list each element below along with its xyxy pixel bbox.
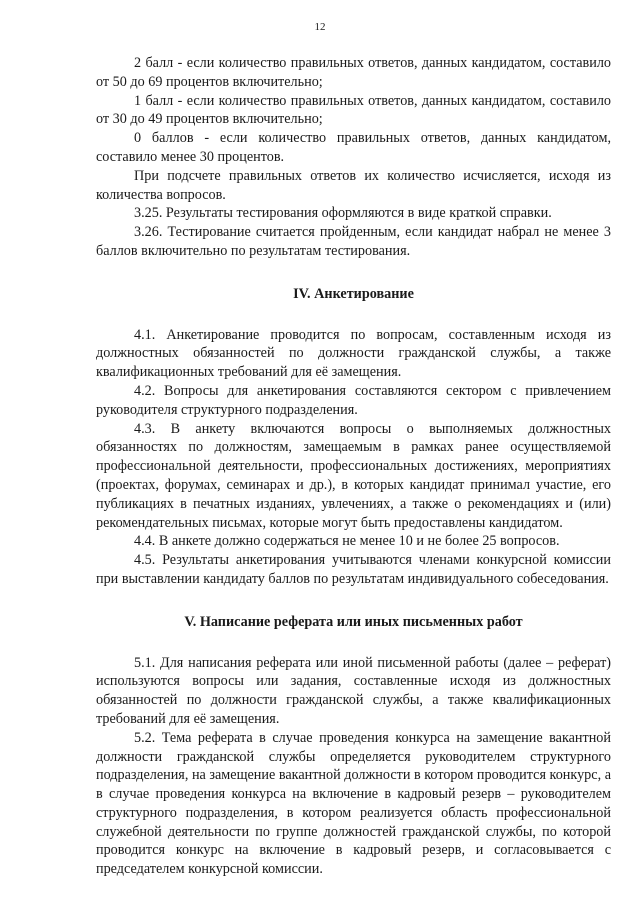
section-heading-survey: IV. Анкетирование <box>293 285 414 302</box>
paragraph-5-1: 5.1. Для написания реферата или иной письменной работы (далее – реферат) используются вопросы или задания, составленные исходя из должностных обязанностей по должности гражданской службы, а также квалификационных требований для её замещения. <box>96 654 611 727</box>
paragraph-score-1: 1 балл - если количество правильных ответов, данных кандидатом, составило от 30 до 49 процентов включительно; <box>96 92 611 128</box>
paragraph-4-4: 4.4. В анкете должно содержаться не менее 10 и не более 25 вопросов. <box>134 533 560 550</box>
paragraph-4-1: 4.1. Анкетирование проводится по вопросам, составленным исходя из должностных обязанностей по должности гражданской службы, а также квалификационных требований для её замещения. <box>96 326 611 381</box>
paragraph-5-2: 5.2. Тема реферата в случае проведения конкурса на замещение вакантной должности гражданской службы определяется руководителем структурного подразделения, на замещение вакантной должности в котором проводится конкурс, а в случае проведения конкурса на включение в кадровый резерв – руководителем структурного подразделения, в котором реализуется область профессиональной служебной деятельности по группе должностей гражданской службы, по которой проводится конкурс на включение в кадровый резерв, и согласовывается с председателем конкурсной комиссии. <box>96 729 611 878</box>
document-body <box>96 54 611 879</box>
paragraph-score-0: 0 баллов - если количество правильных ответов, данных кандидатом, составило менее 30 процентов. <box>96 130 611 165</box>
paragraph-counting-rule: При подсчете правильных ответов их количество исчисляется, исходя из количества вопросов. <box>96 167 611 203</box>
paragraph-4-5: 4.5. Результаты анкетирования учитываются членами конкурсной комиссии при выставлении кандидату баллов по результатам индивидуального собеседования. <box>96 552 611 587</box>
paragraph-4-2: 4.2. Вопросы для анкетирования составляются сектором с привлечением руководителя структурного подразделения. <box>96 382 611 418</box>
paragraph-score-2: 2 балл - если количество правильных ответов, данных кандидатом, составило от 50 до 69 процентов включительно; <box>96 55 611 90</box>
paragraph-4-3: 4.3. В анкету включаются вопросы о выполняемых должностных обязанностях по должностям, замещаемым в рамках ранее осуществляемой профессиональной деятельности, профессиональных достижениях, мероприятиях (проектах, форумах, семинарах и др.), в которых кандидат принимал участие, его публикациях в печатных изданиях, увлечениях, а также о рекомендациях и (или) рекомендательных письмах, которые могут быть предоставлены кандидатом. <box>96 420 611 531</box>
section-heading-essay: V. Написание реферата или иных письменных работ <box>184 613 523 630</box>
page-number: 12 <box>314 21 326 33</box>
paragraph-3-25: 3.25. Результаты тестирования оформляются в виде краткой справки. <box>134 205 552 222</box>
paragraph-3-26: 3.26. Тестирование считается пройденным, если кандидат набрал не менее 3 баллов включительно по результатам тестирования. <box>96 224 611 259</box>
